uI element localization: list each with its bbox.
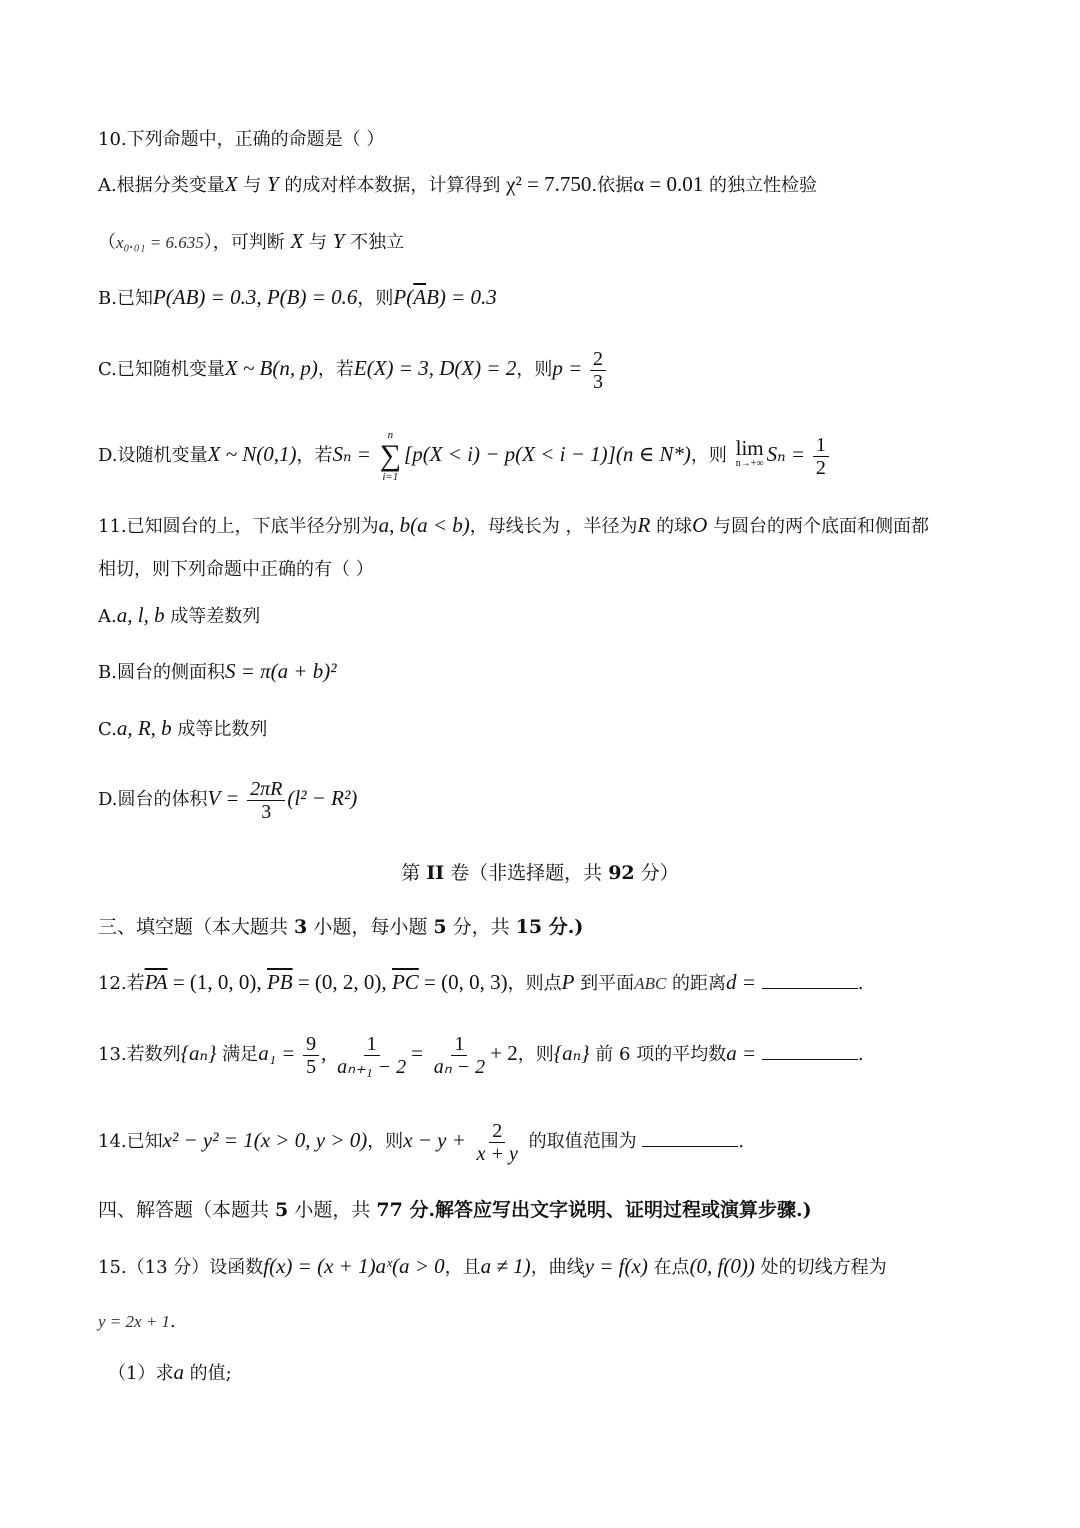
q15-tangent: y = 2x + 1 — [98, 1312, 171, 1331]
q11-option-c — [98, 716, 267, 742]
q10-c-num: 2 — [590, 348, 606, 371]
q13-fraction-2 — [334, 1033, 409, 1078]
q10-c-p: p = — [552, 356, 583, 380]
section3-end: 分.) — [542, 916, 584, 938]
q10-option-a-line2 — [98, 229, 404, 255]
q14-prefix: 14.已知 — [98, 1131, 163, 1152]
q15-and: ，且 — [444, 1257, 481, 1278]
q12-d: d = — [726, 970, 756, 994]
q15-sub1-prefix: （1）求 — [108, 1363, 174, 1384]
q11-c-prefix: C. — [98, 719, 117, 740]
q13-avg: 前 6 项的平均数 — [589, 1044, 727, 1065]
q10-d-body: [p(X < i) − p(X < i − 1)](n ∈ N*) — [404, 442, 691, 466]
q10-c-then: ，则 — [516, 359, 553, 380]
q10-c-if: ，若 — [317, 359, 354, 380]
q13-f3-num: 1 — [451, 1033, 467, 1056]
q12-pa-value: = (1, 0, 0), — [167, 970, 267, 994]
section4-total: 77 — [376, 1199, 403, 1221]
q10-c-fraction — [590, 348, 606, 393]
q13-plus2: + 2 — [490, 1041, 518, 1065]
q10-a2-mid: ），可判断 — [203, 232, 291, 253]
q11-b-prefix: B.圆台的侧面积 — [98, 662, 225, 683]
q12-vector-pb: $\overline{PB}$ — [266, 970, 293, 994]
q13-answer-blank[interactable] — [762, 1041, 858, 1060]
q10-d-then: ，则 — [690, 445, 727, 466]
q10-d-sum — [380, 429, 401, 483]
q15-sub1-end: 的值; — [183, 1363, 232, 1384]
q14 — [98, 1115, 744, 1167]
q11-a-expr: a, l, b — [116, 603, 165, 627]
q10-a-and: 与 — [237, 175, 268, 196]
q15-at: 在点 — [647, 1257, 690, 1278]
q13-comma: , — [321, 1041, 327, 1065]
q12-pc-value: = (0, 0, 3) — [418, 970, 508, 994]
q15-sub1 — [108, 1360, 232, 1386]
q13-f1-num: 9 — [303, 1033, 319, 1056]
q10-a2-var-x: X — [290, 229, 304, 253]
q13-fraction-3 — [431, 1033, 488, 1078]
q10-a-var-y: Y — [267, 172, 279, 196]
q15-l2-end: . — [170, 1311, 176, 1332]
q10-c-cond: E(X) = 3, D(X) = 2 — [353, 356, 517, 380]
q10-option-d — [98, 428, 831, 483]
q11-mid: ，母线长为 ，半径为 — [469, 516, 638, 537]
q10-option-b — [98, 285, 497, 311]
q13-f1-den: 5 — [306, 1055, 317, 1078]
q10-d-sn2: Sₙ = — [766, 442, 806, 466]
q11-d-V: V = — [207, 786, 240, 810]
q12-end: . — [857, 973, 864, 994]
q10-stem — [98, 128, 384, 152]
q12-prefix: 12.若 — [98, 973, 145, 994]
q11-R: R — [637, 513, 651, 537]
q10-b-expr: P(AB) = 0.3, P(B) = 0.6 — [152, 285, 358, 309]
q10-c-expr: X ~ B(n, p) — [224, 356, 318, 380]
q14-end-text: 的取值范围为 — [522, 1131, 637, 1152]
part2-end: 分） — [634, 862, 679, 884]
q10-stem-text: 10.下列命题中，正确的命题是（ ） — [98, 129, 385, 150]
q10-d-sum-sigma: ∑ — [379, 439, 402, 472]
q11-ball: 的球 — [650, 516, 693, 537]
section3-mid1: 小题，每小题 — [307, 916, 434, 938]
q13-sequence-2: {aₙ} — [553, 1041, 590, 1065]
q12-mid: ，则点 — [507, 973, 562, 994]
q10-b-result-abar: $\overline{A}$ — [413, 285, 427, 309]
q10-d-limit — [735, 436, 764, 472]
q11-d-rest: (l² − R²) — [287, 786, 358, 810]
q10-d-sn: Sₙ = — [332, 442, 371, 466]
q14-xy: x − y + — [403, 1128, 466, 1152]
section3-n: 3 — [294, 916, 308, 938]
q10-a-alpha: α = 0.01 — [633, 172, 704, 196]
q10-b-then: ，则 — [357, 288, 394, 309]
q10-d-sum-bottom: i=1 — [382, 471, 399, 483]
q10-a2-open: （ — [98, 232, 116, 253]
q11-stem-line1 — [98, 513, 929, 539]
q12-vector-pc: $\overline{PC}$ — [391, 970, 419, 994]
q11-a-end: 成等差数列 — [164, 606, 261, 627]
q11-a-prefix: A. — [98, 606, 117, 627]
q14-answer-blank[interactable] — [642, 1128, 738, 1147]
q13-eq: = — [411, 1041, 423, 1065]
q11-option-b — [98, 659, 337, 685]
part2-mid: 卷（非选择题，共 — [444, 862, 609, 884]
q11-d-num: 2πR — [247, 778, 285, 801]
q12-point-p: P — [561, 970, 575, 994]
part2-pre: 第 — [401, 862, 427, 884]
q10-a2-end: 不独立 — [344, 232, 405, 253]
part2-title — [0, 858, 1080, 885]
q10-b-result-rest: B) = 0.3 — [426, 285, 497, 309]
q14-end: . — [738, 1131, 745, 1152]
q13-a-eq: a = — [726, 1041, 757, 1065]
q10-a2-critical-value: x₀.₀₁ = 6.635 — [116, 233, 204, 252]
q11-c-expr: a, R, b — [116, 716, 172, 740]
q10-a-var-x: X — [224, 172, 238, 196]
q10-d-sum-top: n — [387, 429, 394, 441]
q12-mid3: 的距离 — [666, 973, 727, 994]
q11-ab: a, b(a < b) — [378, 513, 470, 537]
q10-a2-var-y: Y — [332, 229, 345, 253]
q10-c-prefix: C.已知随机变量 — [98, 359, 225, 380]
q11-end: 与圆台的两个底面和侧面都 — [707, 516, 929, 537]
q15-line2 — [98, 1310, 176, 1334]
q10-a2-and: 与 — [303, 232, 333, 253]
q13-fraction-1 — [303, 1033, 319, 1078]
q11-option-d — [98, 774, 357, 824]
section4-end: 分.解答应写出文字说明、证明过程或演算步骤.) — [402, 1199, 812, 1221]
q15-end: 处的切线方程为 — [754, 1257, 887, 1278]
q11-stem-line2 — [98, 558, 374, 582]
section3-heading — [98, 915, 583, 939]
q12 — [98, 970, 863, 996]
q13-f2-num: 1 — [364, 1033, 380, 1056]
q12-answer-blank[interactable] — [762, 970, 858, 989]
q10-d-prefix: D.设随机变量 — [98, 445, 208, 466]
section3-each: 5 — [433, 916, 447, 938]
q11-d-prefix: D.圆台的体积 — [98, 789, 208, 810]
q13-end: . — [857, 1044, 864, 1065]
q15-line1 — [98, 1254, 887, 1280]
q14-expr: x² − y² = 1(x > 0, y > 0) — [162, 1128, 368, 1152]
q14-then: ，则 — [367, 1131, 404, 1152]
q13 — [98, 1028, 864, 1080]
q10-a-basis: .依据 — [591, 175, 634, 196]
q15-function: f(x) = (x + 1)aˣ(a > 0 — [263, 1254, 445, 1278]
section4-mid: 小题，共 — [288, 1199, 377, 1221]
q10-a-end: 的独立性检验 — [703, 175, 817, 196]
q10-b-prefix: B.已知 — [98, 288, 153, 309]
q13-sequence: {aₙ} — [180, 1041, 217, 1065]
q15-curve: ，曲线 — [530, 1257, 585, 1278]
q11-c-end: 成等比数列 — [171, 719, 268, 740]
q15-sub1-a: a — [173, 1360, 184, 1384]
q11-prefix: 11.已知圆台的上，下底半径分别为 — [98, 516, 379, 537]
section3-mid2: 分，共 — [446, 916, 516, 938]
part2-score: 92 — [608, 862, 635, 884]
q14-fraction — [474, 1120, 521, 1165]
q13-then: ，则 — [517, 1044, 554, 1065]
q10-d-expr: X ~ N(0,1) — [207, 442, 297, 466]
q10-a-chi-square: χ² = 7.750 — [506, 172, 592, 196]
q10-d-den: 2 — [815, 456, 826, 479]
q14-f-den: x + y — [476, 1142, 518, 1165]
section4-n: 5 — [275, 1199, 289, 1221]
q12-pb-value: = (0, 2, 0), — [292, 970, 392, 994]
part2-roman: II — [426, 862, 445, 884]
q11-option-a — [98, 603, 260, 629]
q13-f3-den: aₙ − 2 — [433, 1055, 486, 1078]
q11-line2-text: 相切，则下列命题中正确的有（ ） — [98, 559, 374, 580]
q11-d-den: 3 — [261, 800, 272, 823]
q11-d-fraction — [247, 778, 285, 823]
q10-d-num: 1 — [813, 434, 829, 457]
q10-d-if: ，若 — [296, 445, 333, 466]
section3-pre: 三、填空题（本大题共 — [98, 916, 295, 938]
q14-f-num: 2 — [489, 1120, 505, 1143]
q15-a-ne: a ≠ 1) — [480, 1254, 531, 1278]
q13-a1: a₁ = — [258, 1041, 296, 1065]
q12-vector-pa: $\overline{PA}$ — [144, 970, 168, 994]
q10-a-prefix: A.根据分类变量 — [98, 175, 225, 196]
q13-f2-den: aₙ₊₁ − 2 — [337, 1055, 407, 1078]
q12-plane-abc: ABC — [634, 974, 667, 993]
section3-total: 15 — [515, 916, 543, 938]
q13-prefix: 13.若数列 — [98, 1044, 181, 1065]
q13-mid: 满足 — [216, 1044, 259, 1065]
q10-option-a-line1 — [98, 172, 817, 198]
q10-d-lim-sub: n→+∞ — [735, 458, 764, 469]
q10-a-mid: 的成对样本数据，计算得到 — [278, 175, 507, 196]
section4-pre: 四、解答题（本题共 — [98, 1199, 276, 1221]
q10-b-result-p: P( — [393, 285, 414, 309]
section4-heading — [98, 1198, 812, 1222]
q10-c-den: 3 — [593, 370, 603, 393]
q11-O: O — [692, 513, 708, 537]
q15-prefix: 15.（13 分）设函数 — [98, 1257, 264, 1278]
q15-point: (0, f(0)) — [689, 1254, 755, 1278]
q11-b-expr: S = π(a + b)² — [224, 659, 337, 683]
q10-d-lim: lim — [735, 436, 764, 460]
q10-d-fraction — [813, 434, 829, 479]
q10-option-c — [98, 344, 608, 394]
q15-y: y = f(x) — [584, 1254, 648, 1278]
q12-mid2: 到平面 — [574, 973, 635, 994]
